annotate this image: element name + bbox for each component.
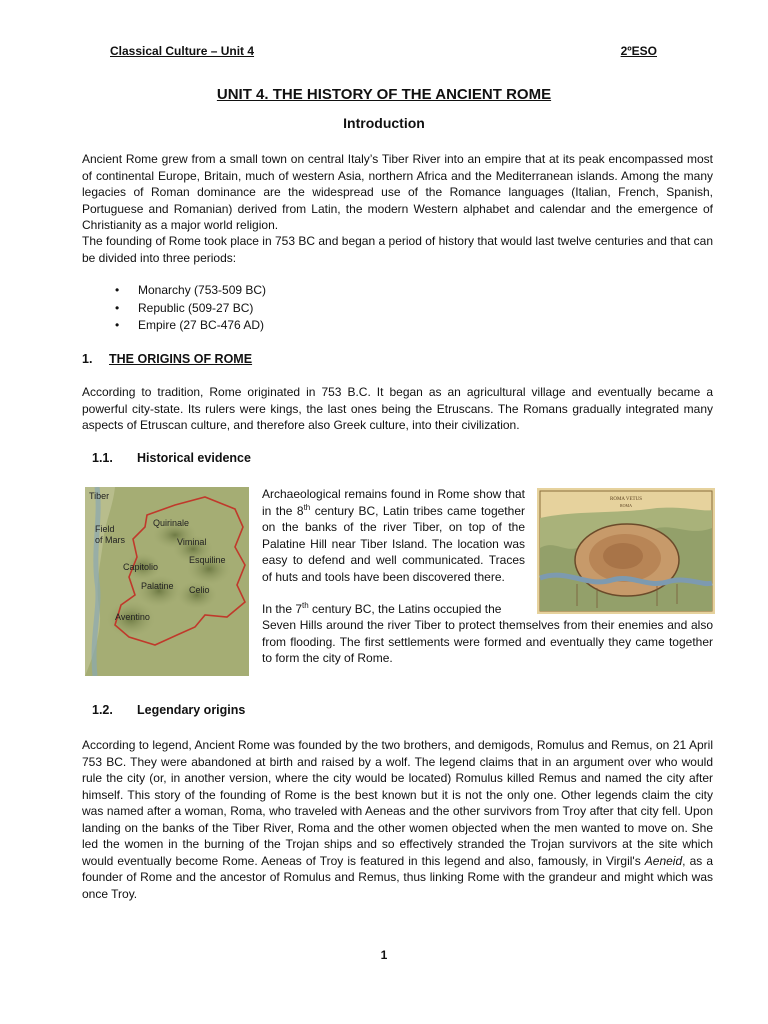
map-label: Field bbox=[95, 524, 115, 534]
text-run: In the 7 bbox=[262, 602, 303, 616]
map-label: Viminal bbox=[177, 537, 207, 547]
section-title: Legendary origins bbox=[137, 703, 246, 717]
section-number: 1.2. bbox=[92, 703, 113, 717]
engraving-subtitle: ROMA bbox=[619, 503, 633, 508]
list-item: • Monarchy (753-509 BC) bbox=[82, 282, 266, 300]
header-grade: 2ºESO bbox=[620, 44, 657, 58]
origins-paragraph: According to tradition, Rome originated in 753 B.C. It began as an agricultural village and eventually became a powerful city-state. Its rulers were kings, the last ones being the Etruscans. The Romans gradually integrated many aspects of Etruscan culture, and therefore also Greek culture, into their civilization. bbox=[82, 385, 713, 432]
legendary-origins-paragraph bbox=[82, 737, 713, 902]
list-item: • Republic (509-27 BC) bbox=[82, 300, 266, 318]
section-1-heading bbox=[82, 352, 252, 366]
text-run: According to legend, Ancient Rome was founded by the two brothers, and demigods, Romulus and Remus, on 21 April 753 BC. They were abandoned at birth and raised by a wolf. The legend claims that in an argument over who would rule the city (or, in another version, where the city would be located) Romulus killed Remus and named the city after himself. This story of the founding of Rome is the best known but it is not the only one. Other legends claim the city was named after a woman, Roma, who traveled with Aeneas and the other survivors from Troy after that city fell. Upon landing on the banks of the Tiber River, Roma and the other women objected when the men wanted to move on. She led the women in the burning of the Trojan ships and so effectively stranded the Trojan survivors at the site which would eventually become Rome. Aeneas of Troy is featured in this legend and also, famously, in Virgil's bbox=[82, 738, 713, 868]
intro-paragraph-1: Ancient Rome grew from a small town on central Italy’s Tiber River into an empire that at its peak encompassed most of continental Europe, Britain, much of western Asia, northern Africa and the Mediterranean islands. Among the many legacies of Roman dominance are the widespread use of the Romance languages (Italian, French, Spanish, Portuguese and Romanian) derived from Latin, the modern Western alphabet and calendar and the emergence of Christianity as a major world religion. bbox=[82, 152, 713, 232]
text-run: , as a founder of Rome and the ancestor of Romulus and Remus, thus linking Rome with the grandeur and might which was once Troy. bbox=[82, 853, 713, 901]
superscript: th bbox=[303, 502, 311, 512]
page-header bbox=[110, 44, 657, 58]
evidence-paragraph-1 bbox=[262, 486, 525, 585]
section-number: 1.1. bbox=[92, 451, 113, 465]
map-label: Esquiline bbox=[189, 555, 226, 565]
map-drawing bbox=[85, 487, 249, 676]
section-title: THE ORIGINS OF ROME bbox=[109, 352, 253, 366]
list-item: • Empire (27 BC-476 AD) bbox=[82, 317, 266, 335]
section-title: Historical evidence bbox=[137, 451, 251, 465]
superscript: th bbox=[302, 601, 309, 610]
periods-list bbox=[82, 282, 266, 335]
text-run: Archaeological remains found in Rome show that in the 8 bbox=[262, 487, 525, 518]
section-number: 1. bbox=[82, 352, 93, 366]
map-label: Palatine bbox=[141, 581, 174, 591]
engraving-title: ROMA VETUS bbox=[610, 497, 642, 502]
map-label: Quirinale bbox=[153, 518, 190, 528]
section-1-1-heading bbox=[92, 451, 251, 465]
section-1-2-heading bbox=[92, 703, 245, 717]
ancient-rome-engraving-image bbox=[537, 488, 715, 614]
map-label: Aventino bbox=[115, 612, 150, 622]
intro-paragraph-2: The founding of Rome took place in 753 BC and began a period of history that would last twelve centuries and that can be divided into three periods: bbox=[82, 234, 713, 265]
seven-hills-map-image bbox=[85, 487, 249, 676]
page-number: 1 bbox=[380, 948, 388, 962]
header-course: Classical Culture – Unit 4 bbox=[110, 44, 255, 58]
document-title: UNIT 4. THE HISTORY OF THE ANCIENT ROME bbox=[216, 86, 552, 103]
evidence-paragraph-2 bbox=[262, 601, 525, 618]
introduction-heading: Introduction bbox=[343, 115, 425, 131]
text-run: century BC, Latin tribes came together on the banks of the river Tiber, on top of the Palatine Hill near Tiber Island. The location was easy to defend and well communicated. Traces of huts and tools have been discovered there. bbox=[262, 503, 525, 584]
map-label: Celio bbox=[189, 585, 210, 595]
map-label: Capitolio bbox=[123, 562, 159, 572]
book-title: Aeneid bbox=[644, 853, 683, 868]
evidence-paragraph-3: Seven Hills around the river Tiber to protect themselves from their enemies and also from flooding. The first settlements were formed and eventually they came together to form the city of Rome. bbox=[262, 618, 713, 665]
map-label: of Mars bbox=[95, 535, 126, 545]
map-label: Tiber bbox=[89, 491, 110, 501]
text-run: century BC, the Latins occupied the bbox=[308, 602, 502, 616]
engraving-drawing bbox=[537, 488, 715, 614]
